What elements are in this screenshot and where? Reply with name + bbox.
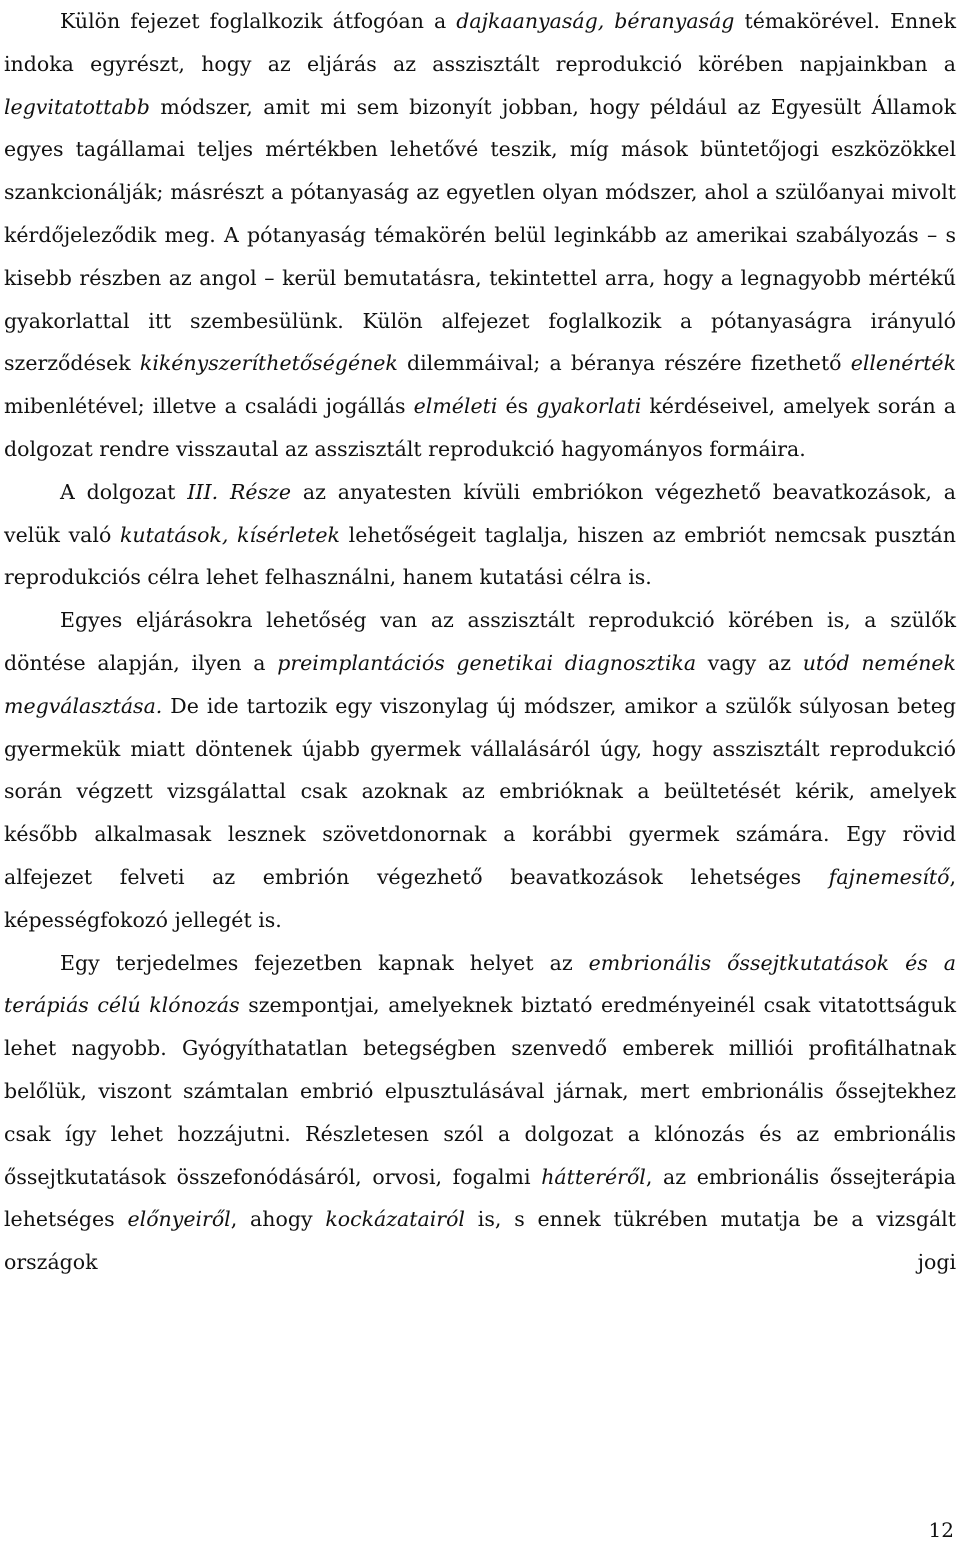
text-run: De ide tartozik egy viszonylag új módszer, amikor a szülők súlyosan beteg gyermekük miatt döntenek újabb gyermek vállalásáról úgy, hogy asszisztált reprodukció során végzett vizsgálattal csak azoknak az embrióknak a beültetését kérik, amelyek később alkalmasak lesznek szövetdonornak a korábbi gyermek számára. Egy rövid alfejezet felveti az embrión végezhető beavatkozások lehetséges — [4, 693, 956, 889]
italic-text-run: kikényszeríthetőségének — [139, 351, 398, 376]
italic-text-run: legvitatottabb — [4, 94, 150, 119]
italic-text-run: kutatások, kísérletek — [120, 522, 340, 547]
text-run: , az embrionális őssejterápia lehetséges — [4, 1164, 957, 1232]
text-run: az anyatesten kívüli embriókon végezhető beavatkozások, a velük való — [4, 479, 956, 547]
text-run: Egy terjedelmes fejezetben kapnak helyet az — [60, 950, 589, 975]
paragraph — [4, 942, 956, 1284]
text-run: és — [497, 394, 537, 419]
italic-text-run: elméleti — [413, 394, 498, 419]
italic-text-run: hátteréről — [541, 1164, 646, 1189]
text-run: , képességfokozó jellegét is. — [4, 864, 956, 932]
italic-text-run: III. Része — [187, 479, 291, 504]
text-run: is, s ennek tükrében mutatja be a vizsgált országok jogi — [4, 1207, 956, 1275]
text-run: A dolgozat — [60, 479, 188, 504]
text-run: dilemmáival; a béranya részére fizethető — [397, 351, 851, 376]
text-run: Egyes eljárásokra lehetőség van az asszisztált reprodukció körében is, a szülők döntése alapján, ilyen a — [4, 608, 956, 675]
text-run: témakörével. Ennek indoka egyrészt, hogy az eljárás az asszisztált reprodukció körében napjainkban a — [4, 9, 956, 76]
italic-text-run: előnyeiről — [127, 1207, 231, 1232]
italic-text-run: gyakorlati — [536, 394, 642, 419]
text-run: , ahogy — [230, 1207, 326, 1232]
italic-text-run: dajkaanyaság, béranyaság — [456, 9, 735, 33]
italic-text-run: preimplantációs genetikai diagnosztika — [277, 650, 697, 675]
italic-text-run: embrionális őssejtkutatások és a terápiás célú klónozás — [4, 950, 956, 1018]
text-run: lehetőségeit taglalja, hiszen az embriót nemcsak pusztán reprodukciós célra lehet felhasználni, hanem kutatási célra is. — [4, 522, 956, 590]
page-number: 12 — [928, 1518, 954, 1542]
paragraph — [4, 471, 956, 599]
paragraph — [4, 599, 956, 941]
italic-text-run: kockázatairól — [325, 1207, 465, 1232]
text-run: Külön fejezet foglalkozik átfogóan a — [60, 9, 457, 33]
italic-text-run: fajnemesítő — [828, 864, 950, 889]
text-run: szempontjai, amelyeknek biztató eredményeinél csak vitatottságuk lehet nagyobb. Gyógyíthatatlan betegségben szenvedő emberek milliói profitálhatnak belőlük, viszont számtalan embrió elpusztulásával járnak, mert embrionális őssejtekhez csak így lehet hozzájutni. Részletesen szól a dolgozat a klónozás és az embrionális őssejtkutatások összefonódásáról, orvosi, fogalmi — [4, 993, 956, 1189]
text-run: mibenlétével; illetve a családi jogállás — [4, 394, 414, 419]
document-body — [4, 0, 956, 1284]
text-run: kérdéseivel, amelyek során a dolgozat rendre visszautal az asszisztált reprodukció hagyományos formáira. — [4, 394, 957, 461]
italic-text-run: utód nemének megválasztása. — [4, 650, 956, 718]
text-run: vagy az — [696, 650, 803, 675]
paragraph — [4, 0, 956, 471]
italic-text-run: ellenérték — [850, 351, 956, 376]
text-run: módszer, amit mi sem bizonyít jobban, hogy például az Egyesült Államok egyes tagállamai teljes mértékben lehetővé teszik, míg mások büntetőjogi eszközökkel szankcionálják; másrészt a pótanyaság az egyetlen olyan módszer, ahol a szülőanyai mivolt kérdőjeleződik meg. A pótanyaság témakörén belül leginkább az amerikai szabályozás – s kisebb részben az angol – kerül bemutatásra, tekintettel arra, hogy a legnagyobb mértékű gyakorlattal itt szembesülünk. Külön alfejezet foglalkozik a pótanyaságra irányuló szerződések — [4, 94, 956, 376]
